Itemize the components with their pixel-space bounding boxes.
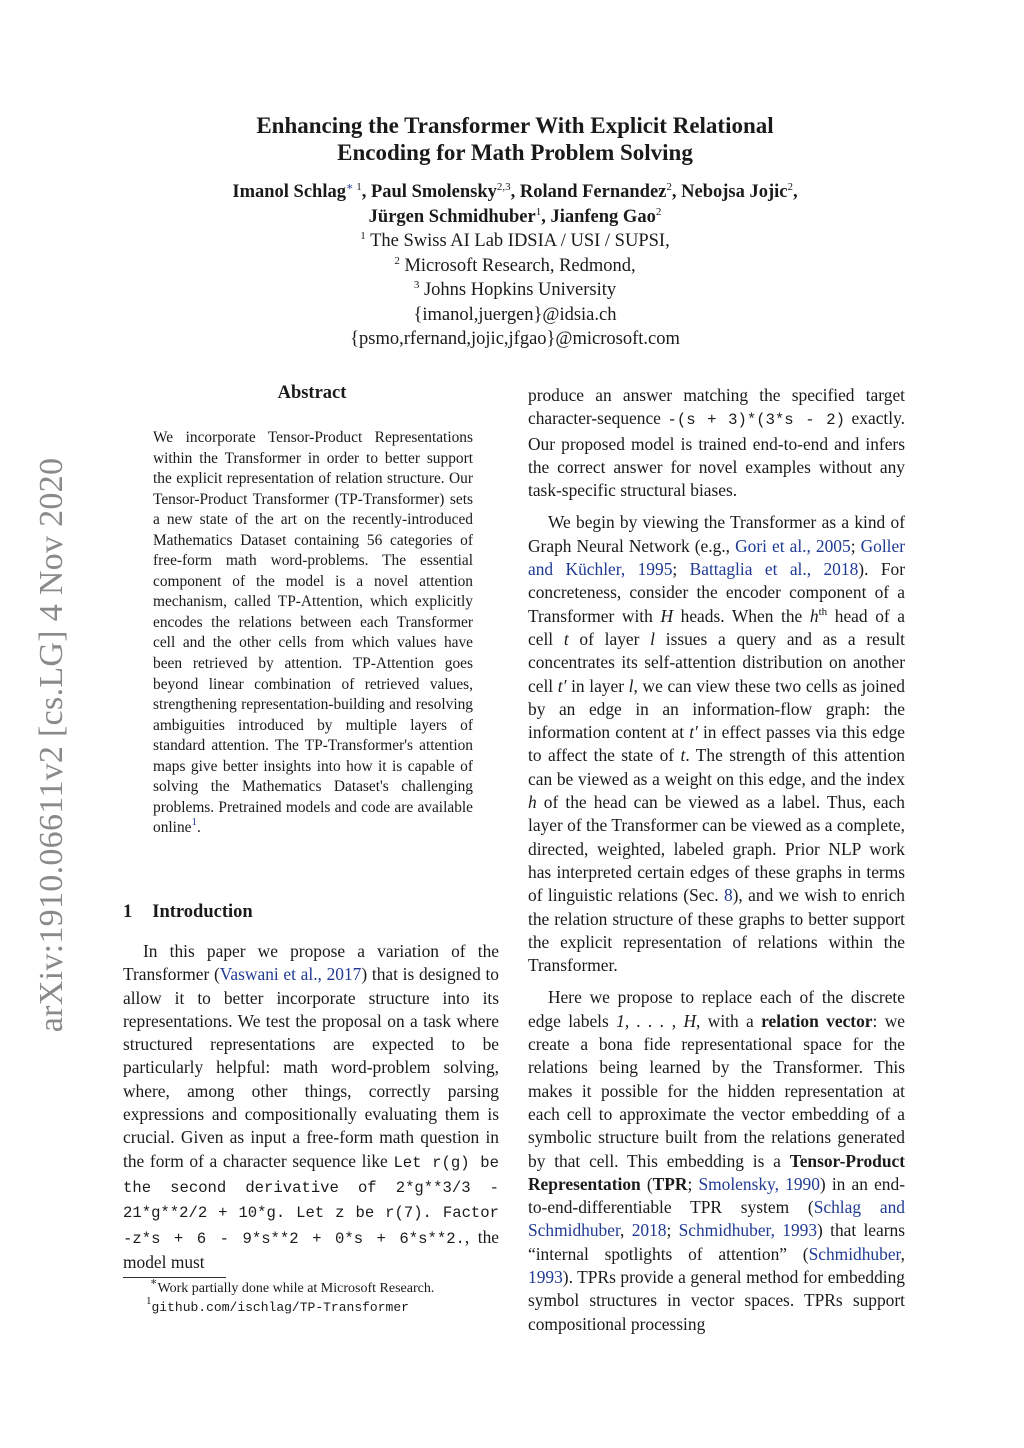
text: ( [640,1173,653,1194]
affil-mark: 1 [535,206,542,218]
separator: , [671,182,682,202]
text: ; [850,535,861,556]
text: ; [687,1173,699,1194]
citation-schmidhuber-2-year[interactable]: 1993 [528,1266,563,1287]
email-microsoft: {psmo,rfernand,jojic,jfgao}@microsoft.com [350,329,680,349]
citation-schlag-year[interactable]: 2018 [631,1220,667,1241]
title-line-1: Enhancing the Transformer With Explicit Relational [256,113,774,138]
text: Here we propose to replace each of the discrete edge labels [528,987,905,1031]
abstract-period: . [196,819,201,837]
citation-schmidhuber-2[interactable]: Schmidhuber [808,1243,901,1264]
math-var: l [650,628,655,649]
bold-term: Tensor-Product Representation [528,1150,905,1194]
text: in effect passes via this edge to affect the state of [528,722,905,766]
author-smolensky: Paul Smolensky [370,182,497,202]
author-line-1 [150,180,880,205]
citation-goller[interactable]: Goller and Küchler, 1995 [528,535,906,580]
author-schlag: Imanol Schlag [232,182,346,202]
text: heads. When the [673,605,810,626]
text: , [900,1243,905,1264]
section-heading [123,902,253,923]
affil-mark: 2 [394,254,400,267]
author-schmidhuber: Jürgen Schmidhuber [368,207,536,227]
email-idsia: {imanol,juergen}@idsia.ch [413,304,617,325]
citation-vaswani[interactable]: Vaswani et al., 2017 [219,964,362,985]
text: We begin by viewing the Transformer as a kind of Graph Neural Network (e.g., [528,512,905,556]
text: ), and we wish to enrich the relation structure of these graphs to better support the explicit representation of relations within the Transformer. [528,885,905,976]
right-paragraph-2 [528,511,905,977]
text: in layer [566,675,629,696]
separator: , [361,182,371,202]
text: , the model must [123,1226,499,1272]
code-answer: -(s + 3)*(3*s - 2) [667,411,845,430]
footnote-1-link[interactable]: 1 [191,816,197,829]
math-var: t [563,628,569,649]
text: , with a [696,1010,762,1031]
separator: , [792,182,798,202]
footnote-1 [123,1276,526,1298]
bold-term: TPR [652,1173,688,1194]
math-expr: 1, . . . , H [616,1010,697,1031]
math-var: h [528,792,537,813]
bold-term: relation vector [761,1010,873,1031]
text: head of a cell [528,605,906,649]
math-var: H [660,605,674,626]
citation-smolensky[interactable]: Smolensky, 1990 [698,1173,820,1194]
affiliation-text: The Swiss AI Lab IDSIA / USI / SUPSI, [365,231,670,251]
affil-mark: 2 [787,181,793,193]
author-line-2 [150,205,880,230]
text: In this paper we propose a variation of the Transformer ( [123,941,499,985]
title-line-2: Encoding for Math Problem Solving [337,140,693,165]
arxiv-id: arXiv:1910.06611v2 [cs.LG] 4 Nov 2020 [33,457,70,1033]
text: ; [666,1220,679,1241]
affiliations [150,229,880,352]
right-paragraph-1 [528,384,905,502]
affil-mark: 3 [413,279,420,291]
affil-mark: 2 [666,181,672,193]
affiliation-1 [150,229,880,254]
author-jojic: Nebojsa Jojic [681,182,788,202]
right-paragraph-3 [528,986,905,1335]
citation-schlag[interactable]: Schlag and Schmidhuber [528,1197,905,1241]
affiliation-text: Johns Hopkins University [419,280,617,300]
left-column [123,940,499,1274]
footnote-mark: 1 [146,1295,152,1307]
abstract-text: We incorporate Tensor-Product Representations within the Transformer in order to better support the explicit representation of relation structure. Our Tensor-Product Transformer (TP-Transformer) sets a new state of the art on the recently-introduced Mathematics Dataset containing 56 categories of free-form math word-problems. The essential component of the model is a novel attention mechanism, called TP-Attention, which explicitly encodes the relations between each Transformer cell and the other cells from which values have been retrieved by attention. TP-Attention goes beyond linear combination of retrieved values, strengthening representation-building and resolving ambiguities introduced by multiple layers of standard attention. The TP-Transformer's attention maps give better insights into how it is capable of solving the Mathematics Dataset's challenging problems. Pretrained models and code are available online [153,429,473,837]
text: ; [672,559,690,580]
text: . The strength of this attention can be viewed as a weight on this edge, and the index [528,745,905,789]
text: ). For concreteness, consider the encoder component of a Transformer with [528,559,905,626]
math-var: t′ [689,722,698,743]
section-8-link[interactable]: 8 [723,885,733,906]
footnote-2 [123,1295,522,1317]
citation-gori[interactable]: Gori et al., 2005 [735,535,851,556]
text: of the head can be viewed as a label. Thus, each layer of the Transformer can be viewed as a complete, directed, weighted, labeled graph. Prior NLP work has interpreted certain edges of these graphs in terms of linguistic relations (Sec. [528,792,905,906]
affiliation-3 [150,278,880,303]
text: , [620,1220,632,1241]
citation-schmidhuber-1[interactable]: Schmidhuber, 1993 [678,1220,818,1241]
text: exactly. Our proposed model is trained end-to-end and infers the correct answer for novel examples without any task-specific structural biases. [528,408,905,501]
footnote-mark: ∗ [150,1276,158,1288]
math-var: t [680,745,686,766]
separator: , [510,182,520,202]
section-number: 1 [123,902,133,922]
footnote-text: Work partially done while at Microsoft Research. [157,1281,435,1296]
math-var: h [809,605,819,626]
abstract-heading: Abstract [277,383,347,403]
affil-mark: 1 [360,230,366,242]
affil-mark: 2 [655,206,662,218]
abstract-body [153,428,473,839]
author-fernandez: Roland Fernandez [519,182,667,202]
text: ) that is designed to allow it to better incorporate structure into its representations. We test the proposal on a task where structured representations are expected to be particularly helpful: math word-problem solving, where, among other things, correctly parsing expressions and compositionally evaluating them is crucial. Given as input a free-form math question in the form of a character sequence like [123,964,499,1171]
text: produce an answer matching the specified target character-sequence [528,385,905,429]
text: ). TPRs provide a general method for embedding symbol structures in vector spaces. TPRs support compositional processing [528,1266,905,1334]
citation-battaglia[interactable]: Battaglia et al., 2018 [689,559,859,580]
text: issues a query and as a result concentrates its self-attention distribution on another cell [528,628,905,696]
footnote-star-link[interactable]: ∗ [345,181,354,193]
text: ) in an end-to-end-differentiable TPR system ( [528,1173,905,1218]
math-var: t′ [557,675,567,696]
right-column [528,384,905,1336]
intro-paragraph-1 [123,940,499,1274]
separator: , [541,207,551,227]
text: , we can view these two cells as joined by an edge in an information-flow graph: the information content at [528,675,905,743]
author-gao: Jianfeng Gao [550,207,656,227]
affiliation-text: Microsoft Research, Redmond, [399,255,636,276]
section-title: Introduction [152,902,253,922]
math-sup: th [818,605,828,618]
text: ) that learns “internal spotlights of attention” ( [528,1220,905,1264]
math-var: l [628,675,634,696]
affil-mark: 1 [353,181,362,193]
text: : we create a bona fide representational space for the relations being learned by the Transformer. This makes it possible for the hidden representation at each cell to approximate the vector embedding of a symbolic structure built from the relations generated by that cell. This embedding is a [528,1010,906,1171]
paper-title [150,112,880,166]
text: of layer [568,628,651,649]
affiliation-2 [150,254,880,279]
code-question: Let r(g) be the second derivative of 2*g**3/3 - 21*g**2/2 + 10*g. Let z be r(7). Factor -z*s + 6 - 9*s**2 + 0*s + 6*s**2. [123,1153,500,1248]
github-link[interactable]: github.com/ischlag/TP-Transformer [151,1300,409,1315]
affil-mark: 2,3 [496,181,511,193]
footnote-rule [123,1277,226,1278]
author-list [150,180,880,230]
